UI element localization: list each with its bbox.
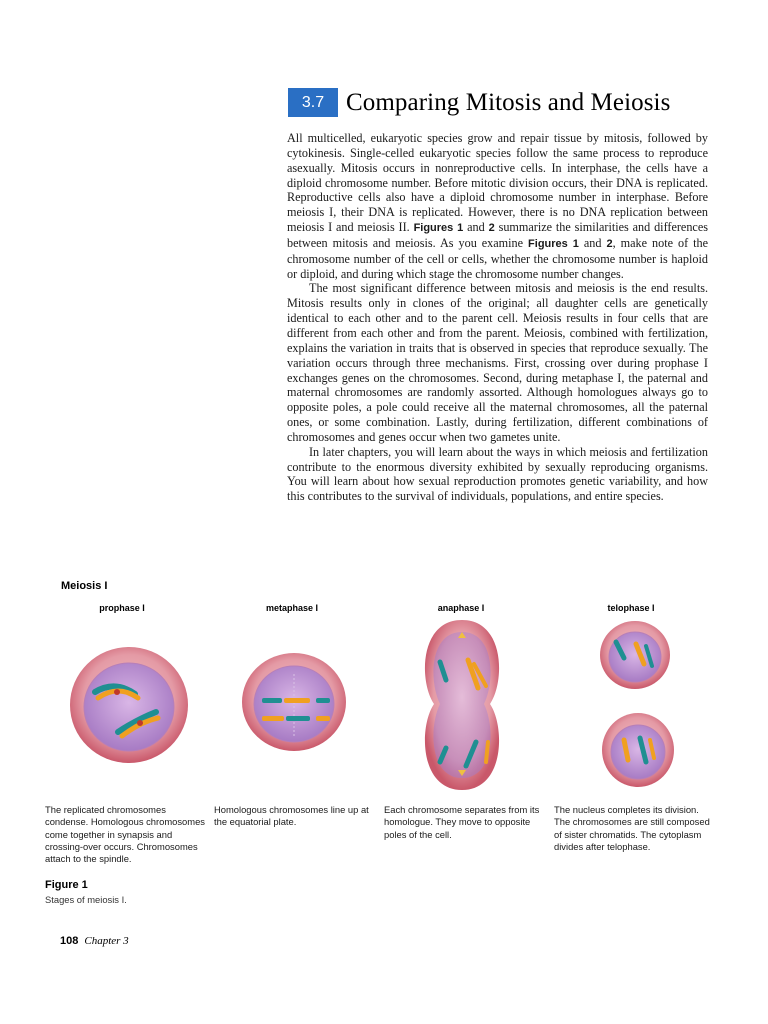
figure-reference[interactable]: Figures 1 [528,237,579,250]
chapter-label: Chapter 3 [84,935,129,947]
section-number-badge: 3.7 [288,88,338,117]
figure-reference[interactable]: Figures 1 [413,222,464,235]
prophase-cell [70,647,188,763]
meiosis-illustration [0,612,768,797]
figure-reference[interactable]: 2 [606,237,613,250]
page-footer [60,935,129,947]
stage-label-anaphase: anaphase I [437,603,485,613]
stage-caption-telophase: The nucleus completes its division. The chromosomes are still composed of sister chromatids. The cytoplasm divides after telophase. [554,804,710,852]
metaphase-cell [242,653,346,751]
page-number: 108 [60,935,79,947]
telophase-cell-bottom [602,713,674,787]
section-title: Comparing Mitosis and Meiosis [346,88,671,116]
paragraph-2: The most significant difference between mitosis and meiosis is the end results. Mitosis results only in clones of the original; all daughter cells are genetically identical to each other and to the parent cell. Meiosis results in four cells that are different from each other and from the parent. Meiosis, combined with fertilization, explains the variation in traits that is observed in species that reproduce sexually. The variation occurs through three mechanisms. First, crossing over during prophase I exchanges genes on the chromosomes. Second, during metaphase I, the paternal and maternal chromosomes are randomly assorted. Although homologues always go to opposite poles, a pole could receive all the maternal chromosomes, all the paternal ones, or some combination. Lastly, during fertilization, different combinations of chromosomes and genes occur when two gametes unite. [287,281,708,444]
stage-label-metaphase: metaphase I [265,603,319,613]
paragraph-1: All multicelled, eukaryotic species grow and repair tissue by mitosis, followed by cytokinesis. Single-celled eukaryotic species follow the same process to reproduce asexually. Mitosis occurs in nonreproductive cells. In interphase, the cells have a diploid chromosome number. Before mitotic division occurs, their DNA is replicated. Reproductive cells also have a diploid chromosome number in interphase. Before meiosis I, their DNA is replicated. However, there is no DNA replication between meiosis I and meiosis II. Figures 1 and 2 summarize the similarities and differences between mitosis and meiosis. As you examine Figures 1 and 2, make note of the chromosome number of the cell or cells, whether the chromosome number is haploid or diploid, and during which stage the chromosome number changes. [287,131,708,281]
telophase-cell-top [600,621,670,689]
figure-heading: Meiosis I [61,580,108,592]
stage-label-prophase: prophase I [99,603,145,613]
stage-caption-metaphase: Homologous chromosomes line up at the equatorial plate. [214,804,369,828]
section-heading [288,88,670,117]
anaphase-cell [425,620,499,790]
stage-caption-anaphase: Each chromosome separates from its homologue. They move to opposite poles of the cell. [384,804,540,840]
paragraph-3: In later chapters, you will learn about the ways in which meiosis and fertilization contribute to the enormous diversity exhibited by sexually reproducing organisms. You will learn about how sexual reproduction promotes genetic variability, and how this contributes to the survival of individuals, populations, and entire species. [287,444,708,504]
stage-caption-prophase: The replicated chromosomes condense. Homologous chromosomes come together in synapsis and crossing-over occurs. Chromosomes attach to the spindle. [45,804,205,865]
figure-reference[interactable]: 2 [488,222,495,235]
figure-label: Figure 1 [45,879,88,891]
body-text [287,131,708,504]
stage-label-telophase: telophase I [607,603,655,613]
figure-caption: Stages of meiosis I. [45,894,127,905]
